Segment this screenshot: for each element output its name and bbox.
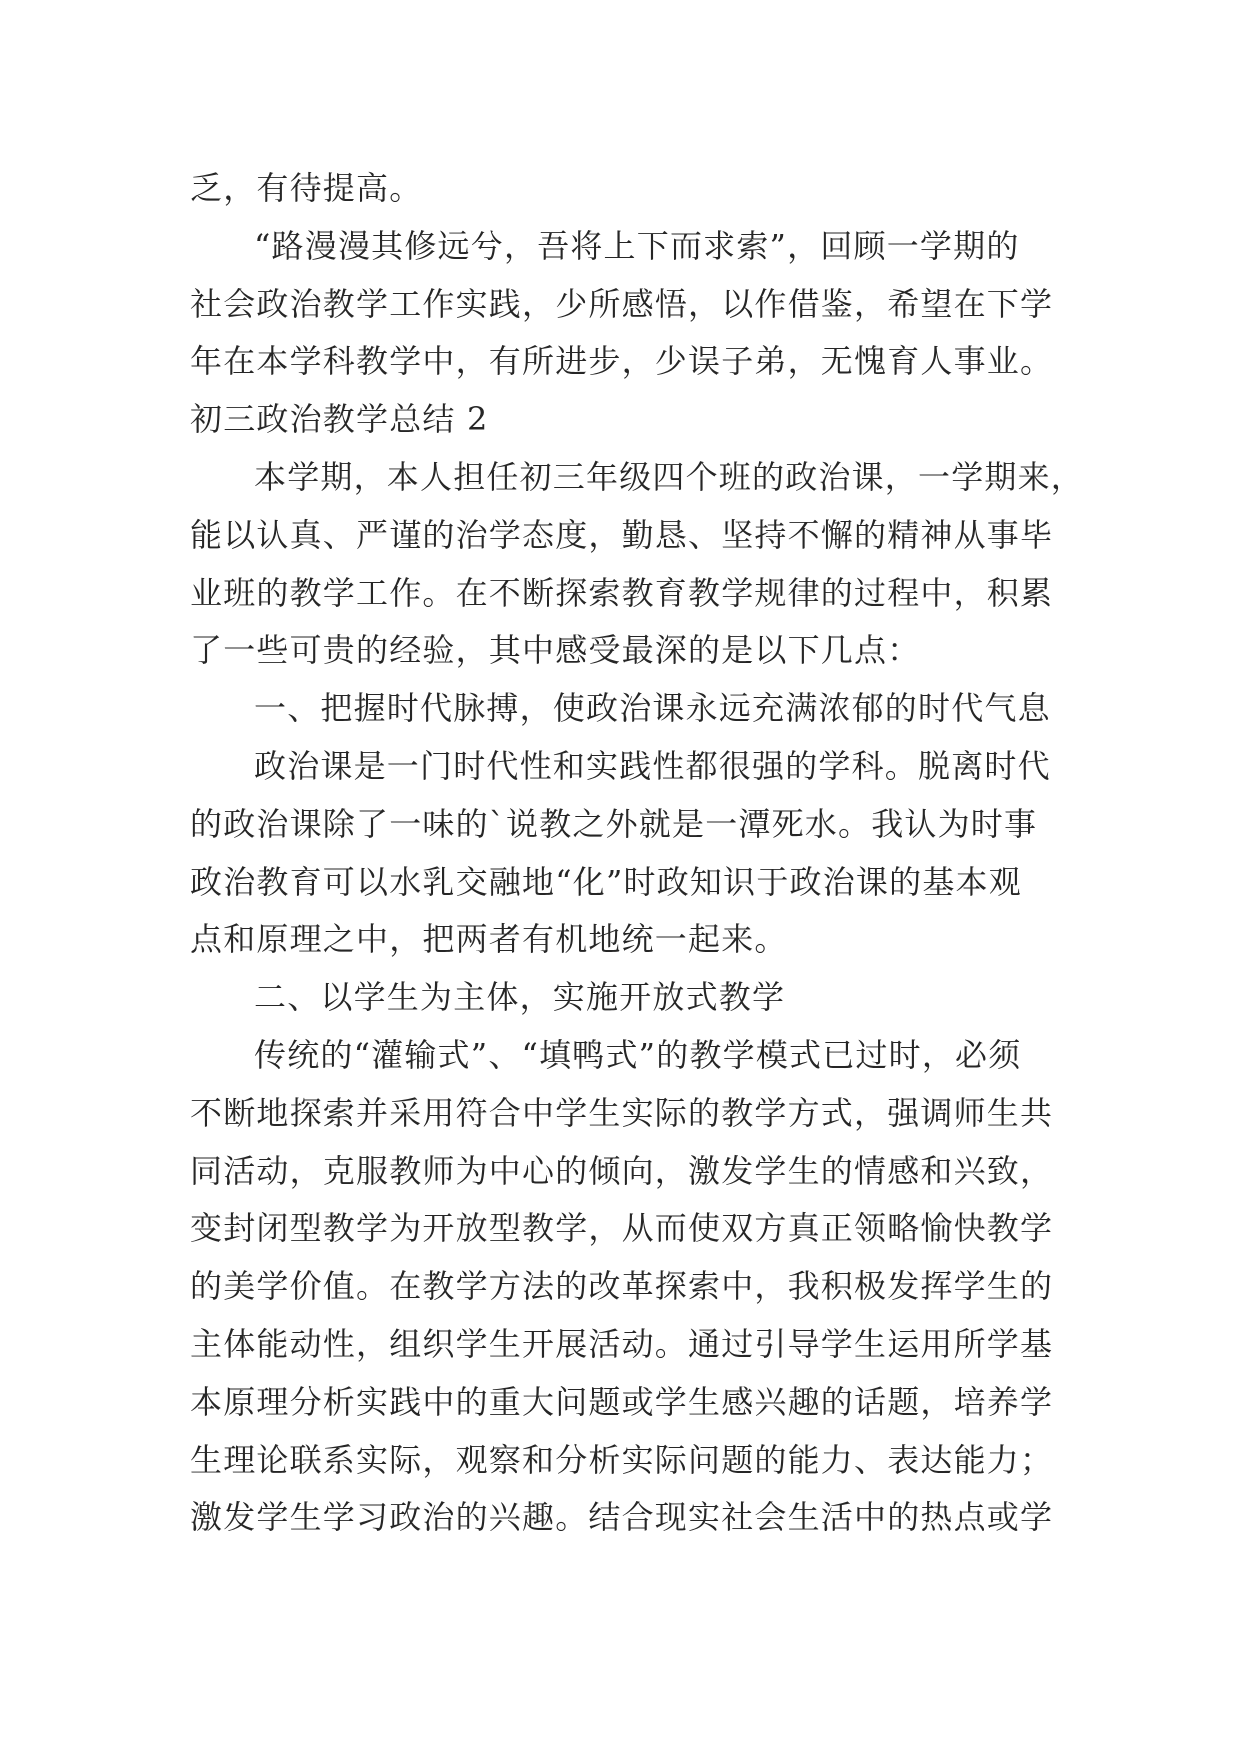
section-title: 初三政治教学总结 2 [190,400,489,439]
text-line: 了一些可贵的经验，其中感受最深的是以下几点： [190,631,921,670]
paragraph-start: 政治课是一门时代性和实践性都很强的学科。脱离时代 [254,746,1051,785]
text-line: 政治教育可以水乳交融地“化”时政知识于政治课的基本观 [190,862,1022,901]
document-body [190,160,1085,1547]
text-line: 乏，有待提高。 [190,169,423,207]
heading-one: 一、把握时代脉搏，使政治课永远充满浓郁的时代气息 [254,689,1051,728]
text-line: 生理论联系实际，观察和分析实际问题的能力、表达能力； [190,1440,1054,1479]
paragraph-start: 本学期，本人担任初三年级四个班的政治课，一学期来， [254,457,1085,496]
text-line: 年在本学科教学中，有所进步，少误子弟，无愧育人事业。 [190,342,1054,381]
text-line: 同活动，克服教师为中心的倾向，激发学生的情感和兴致， [190,1151,1054,1190]
text-line: 能以认真、严谨的治学态度，勤恳、坚持不懈的精神从事毕 [190,515,1054,554]
quote-paragraph-start: “路漫漫其修远兮，吾将上下而求索”，回顾一学期的 [254,226,1020,265]
text-line: 的美学价值。在教学方法的改革探索中，我积极发挥学生的 [190,1267,1054,1306]
text-line: 业班的教学工作。在不断探索教育教学规律的过程中，积累 [190,573,1054,612]
heading-two: 二、以学生为主体，实施开放式教学 [254,978,786,1017]
text-line: 主体能动性，组织学生开展活动。通过引导学生运用所学基 [190,1324,1054,1363]
text-line: 不断地探索并采用符合中学生实际的教学方式，强调师生共 [190,1093,1054,1132]
text-line: 本原理分析实践中的重大问题或学生感兴趣的话题，培养学 [190,1382,1054,1421]
text-line: 的政治课除了一味的`说教之外就是一潭死水。我认为时事 [190,804,1038,843]
text-line: 变封闭型教学为开放型教学，从而使双方真正领略愉快教学 [190,1209,1054,1248]
text-line: 激发学生学习政治的兴趣。结合现实社会生活中的热点或学 [190,1498,1054,1537]
paragraph-start: 传统的“灌输式”、“填鸭式”的教学模式已过时，必须 [254,1035,1022,1074]
text-line: 点和原理之中，把两者有机地统一起来。 [190,920,788,959]
text-line: 社会政治教学工作实践，少所感悟，以作借鉴，希望在下学 [190,284,1054,323]
